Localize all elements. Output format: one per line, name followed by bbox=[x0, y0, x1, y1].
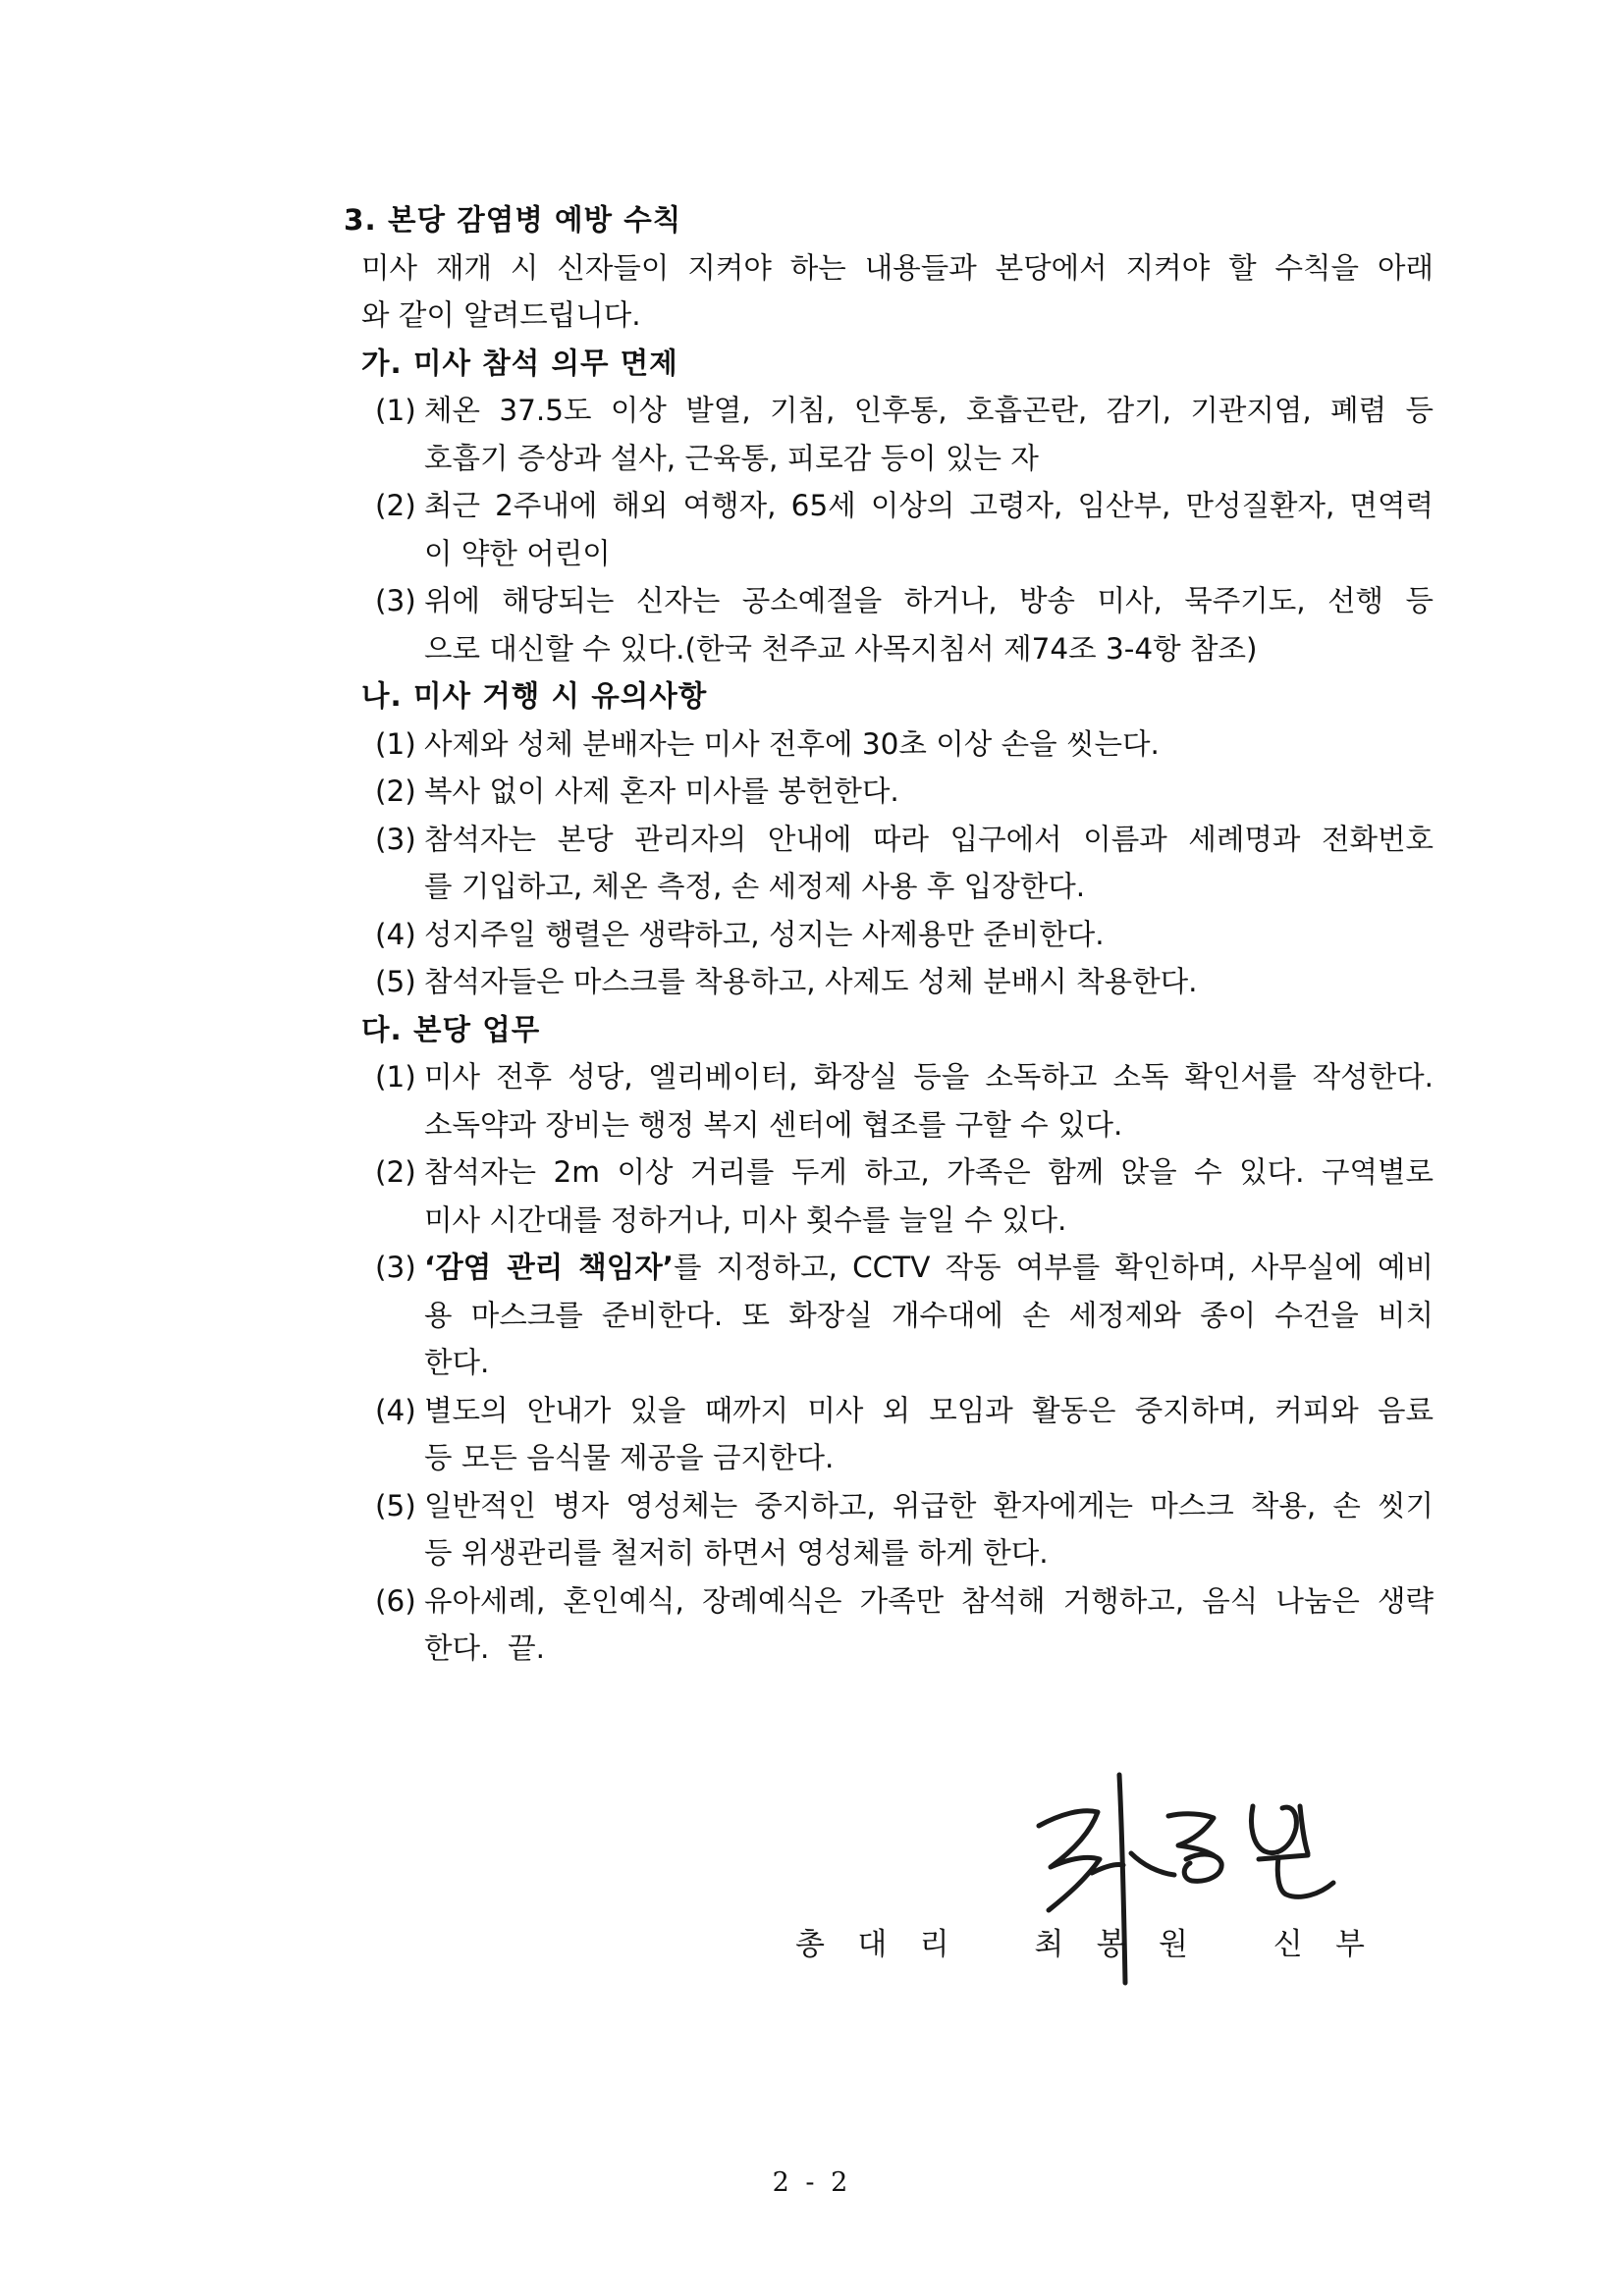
item-number: (3) bbox=[375, 584, 416, 617]
section-title: 3. 본당 감염병 예방 수칙 bbox=[344, 203, 682, 237]
da-item-1-cont: 소독약과 장비는 행정 복지 센터에 협조를 구할 수 있다. bbox=[424, 1107, 1123, 1142]
item-number: (3) bbox=[375, 822, 416, 856]
item-number: (1) bbox=[375, 726, 416, 761]
item-text: 사제와 성체 분배자는 미사 전후에 30초 이상 손을 씻는다. bbox=[424, 726, 1160, 761]
page-number: 2 - 2 bbox=[772, 2167, 852, 2198]
na-item-5 bbox=[344, 958, 1434, 1006]
signatory-title-char: 대 bbox=[857, 1927, 888, 1962]
ga-item-2-cont: 이 약한 어린이 bbox=[424, 536, 611, 570]
item-text: 일반적인 병자 영성체는 중지하고, 위급한 환자에게는 마스크 착용, 손 씻기 bbox=[424, 1488, 1434, 1522]
ga-item-3 bbox=[344, 577, 1434, 625]
na-item-2 bbox=[344, 768, 1434, 816]
da-item-4 bbox=[344, 1387, 1434, 1435]
item-text: 체온 37.5도 이상 발열, 기침, 인후통, 호흡곤란, 감기, 기관지염, 폐렴 등 bbox=[424, 394, 1434, 427]
na-item-3-cont: 를 기입하고, 체온 측정, 손 세정제 사용 후 입장한다. bbox=[424, 870, 1086, 903]
item-number: (4) bbox=[375, 917, 416, 951]
item-text bbox=[424, 1251, 1434, 1284]
item-number: (1) bbox=[375, 1060, 416, 1094]
item-number: (2) bbox=[375, 1155, 416, 1189]
da-item-4-cont: 등 모든 음식물 제공을 금지한다. bbox=[424, 1441, 835, 1474]
document-body bbox=[344, 196, 1434, 1673]
na-item-3 bbox=[344, 816, 1434, 864]
da-item-3-cont-2: 한다. bbox=[424, 1346, 490, 1379]
spacer bbox=[1220, 1919, 1240, 1963]
item-number: (2) bbox=[375, 489, 416, 522]
subsection-title-ga: 가. 미사 참석 의무 면제 bbox=[361, 346, 678, 380]
da-item-5 bbox=[344, 1482, 1434, 1530]
signatory-name-char: 봉 bbox=[1096, 1927, 1126, 1962]
signatory-name-char: 최 bbox=[1034, 1927, 1064, 1962]
da-item-6-cont: 한다. 끝. bbox=[424, 1631, 545, 1665]
item-text: 참석자들은 마스크를 착용하고, 사제도 성체 분배시 착용한다. bbox=[424, 965, 1198, 998]
item-text: 최근 2주내에 해외 여행자, 65세 이상의 고령자, 임산부, 만성질환자, 면역력 bbox=[424, 489, 1434, 522]
signatory-role-char: 신 bbox=[1272, 1927, 1303, 1962]
item-text: 별도의 안내가 있을 때까지 미사 외 모임과 활동은 중지하며, 커피와 음료 bbox=[424, 1393, 1434, 1427]
item-number: (4) bbox=[375, 1393, 416, 1427]
item-text: 복사 없이 사제 혼자 미사를 봉헌한다. bbox=[424, 774, 899, 808]
item-number: (6) bbox=[375, 1583, 416, 1618]
bold-term: ‘감염 관리 책임자’ bbox=[424, 1251, 674, 1284]
da-item-2-cont: 미사 시간대를 정하거나, 미사 횟수를 늘일 수 있다. bbox=[424, 1202, 1067, 1237]
da-item-6 bbox=[344, 1577, 1434, 1626]
item-number: (1) bbox=[375, 394, 416, 427]
ga-item-2 bbox=[344, 482, 1434, 530]
signatory-name-char: 원 bbox=[1159, 1927, 1188, 1962]
item-text: 위에 해당되는 신자는 공소예절을 하거나, 방송 미사, 묵주기도, 선행 등 bbox=[424, 584, 1434, 617]
na-item-1 bbox=[344, 721, 1434, 769]
item-text: 참석자는 2m 이상 거리를 두게 하고, 가족은 함께 앉을 수 있다. 구역별로 bbox=[424, 1155, 1434, 1189]
item-number: (5) bbox=[375, 1488, 416, 1522]
item-text: 성지주일 행렬은 생략하고, 성지는 사제용만 준비한다. bbox=[424, 917, 1105, 951]
ga-item-1 bbox=[344, 387, 1434, 435]
signatory-title-char: 총 bbox=[795, 1927, 825, 1962]
ga-item-1-cont: 호흡기 증상과 설사, 근육통, 피로감 등이 있는 자 bbox=[424, 441, 1039, 475]
item-text: 유아세례, 혼인예식, 장례예식은 가족만 참석해 거행하고, 음식 나눔은 생략 bbox=[424, 1583, 1434, 1618]
intro-line-2: 와 같이 알려드립니다. bbox=[361, 298, 641, 332]
item-text-rest: 를 지정하고, CCTV 작동 여부를 확인하며, 사무실에 예비 bbox=[673, 1251, 1434, 1284]
item-text: 미사 전후 성당, 엘리베이터, 화장실 등을 소독하고 소독 확인서를 작성한다. bbox=[424, 1060, 1434, 1094]
item-number: (2) bbox=[375, 774, 416, 808]
da-item-2 bbox=[344, 1148, 1434, 1197]
na-item-4 bbox=[344, 911, 1434, 959]
da-item-1 bbox=[344, 1053, 1434, 1101]
item-number: (5) bbox=[375, 965, 416, 998]
da-item-5-cont: 등 위생관리를 철저히 하면서 영성체를 하게 한다. bbox=[424, 1536, 1049, 1570]
ga-item-3-cont: 으로 대신할 수 있다.(한국 천주교 사목지침서 제74조 3-4항 참조) bbox=[424, 631, 1258, 666]
intro-line-1: 미사 재개 시 신자들이 지켜야 하는 내용들과 본당에서 지켜야 할 수칙을 아래 bbox=[361, 250, 1434, 285]
item-number: (3) bbox=[375, 1251, 416, 1284]
signatory-role-char: 부 bbox=[1335, 1927, 1365, 1962]
da-item-3 bbox=[344, 1244, 1434, 1292]
da-item-3-cont-1: 용 마스크를 준비한다. 또 화장실 개수대에 손 세정제와 종이 수건을 비치 bbox=[424, 1298, 1434, 1332]
subsection-title-na: 나. 미사 거행 시 유의사항 bbox=[361, 679, 708, 713]
signatory-line bbox=[795, 1919, 1365, 1963]
signatory-title-char: 리 bbox=[919, 1927, 949, 1962]
subsection-title-da: 다. 본당 업무 bbox=[361, 1012, 541, 1046]
item-text: 참석자는 본당 관리자의 안내에 따라 입구에서 이름과 세례명과 전화번호 bbox=[424, 822, 1434, 856]
spacer bbox=[982, 1919, 1001, 1963]
